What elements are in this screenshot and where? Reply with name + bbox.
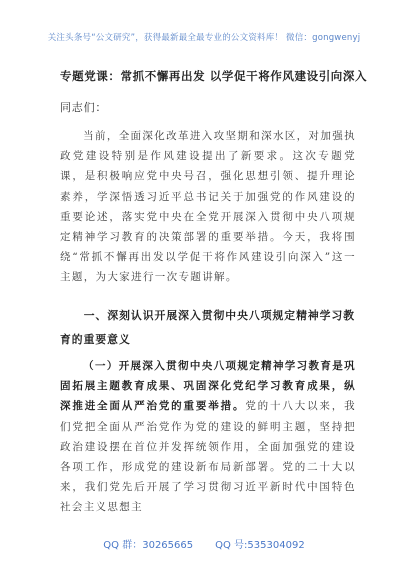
footer-qq-group: QQ 群：30265665 (103, 540, 194, 551)
body-paragraph-1 (60, 356, 356, 518)
footer-contact (0, 536, 408, 551)
body-paragraph-1-text: 党的十八大以来，我们党把全面从严治党作为党的建设的鲜明主题，坚持把政治建设摆在首位并发挥统领作用，全面加强党的建设各项工作，形成党的建设新布局新部署。党的二十大以来，我们党先后开展了学习贯彻习近平新时代中国特色社会主义思想主 (60, 400, 356, 514)
footer-qq-number: QQ 号:535304092 (215, 540, 305, 551)
header-promo-note: 关注头条号“公文研究”，获得最新最全最专业的公文资料库！ 微信：gongwenyj (47, 33, 361, 43)
subsection-heading-1: （一）开展深入贯彻中央八项规定精神学习教育是巩固拓展主题教育成果、巩固深化党纪学习教育成果，纵深推进全面从严治党的重要举措。 (60, 360, 356, 413)
body-paragraph-intro: 当前，全面深化改革进入攻坚期和深水区，对加强执政党建设特别是作风建设提出了新要求。这次专题党课，是积极响应党中央号召，强化思想引领、提升理论素养，学深悟透习近平总书记关于加强党的作风建设的重要论述，落实党中央在全党开展深入贯彻中央八项规定精神学习教育的决策部署的重要举措。今天，我将围绕“常抓不懈再出发以学促干将作风建设引向深入”这一主题，为大家进行一次专题讲解。 (60, 130, 356, 284)
section-heading-1: 一、深刻认识开展深入贯彻中央八项规定精神学习教育的重要意义 (60, 309, 356, 346)
document-title: 专题党课：常抓不懈再出发 以学促干将作风建设引向深入 (60, 69, 368, 83)
salutation: 同志们： (60, 101, 108, 114)
